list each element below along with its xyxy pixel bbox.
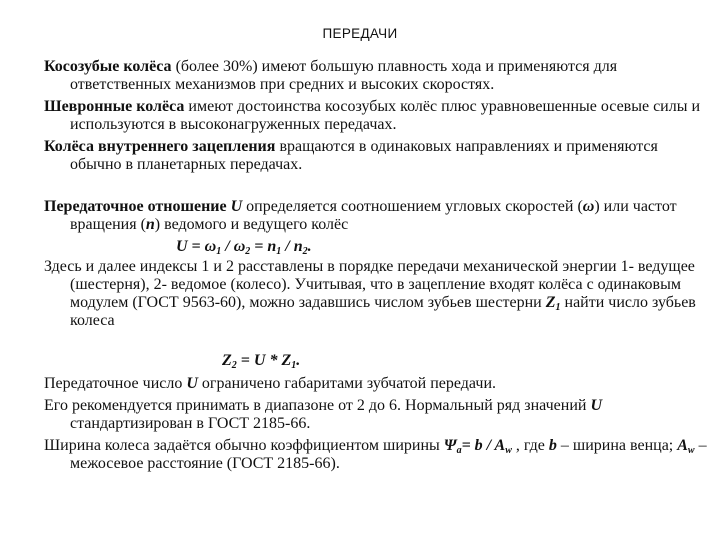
paragraph-gear-number <box>44 375 710 393</box>
formula-gear-ratio <box>176 238 312 256</box>
paragraph-width <box>44 437 710 473</box>
paragraph-text: найти число зубьев колеса <box>70 294 696 329</box>
formula-part: = b / A <box>461 437 506 454</box>
symbol-a: A <box>677 437 688 454</box>
formula-part: Z <box>222 352 232 369</box>
paragraph-text: Здесь и далее индексы 1 и 2 расставлены в порядке передачи механической энергии 1- ведущее (шестерня), 2- ведомое (колесо). Учитывая, что в зацепление входят колёса с одинаковым модулем (ГОСТ 9563-60), можно задавшись числом зубьев шестерни <box>44 258 695 311</box>
formula-part: = n <box>250 238 277 255</box>
formula-subscript: w <box>687 445 695 456</box>
paragraph-text: ) ведомого и ведущего колёс <box>154 216 349 233</box>
paragraph-text: определяется соотношением угловых скоростей ( <box>242 198 583 215</box>
formula-subscript: 1 <box>216 246 222 257</box>
symbol-n: n <box>145 216 155 233</box>
paragraph-text: , где <box>511 437 549 454</box>
paragraph-text: – межосевое расстояние (ГОСТ 2185-66). <box>70 437 707 472</box>
page-title: ПЕРЕДАЧИ <box>322 26 398 41</box>
formula-part: = U * Z <box>236 352 292 369</box>
paragraph-helical-gears <box>44 58 710 94</box>
formula-subscript: 1 <box>555 302 561 313</box>
formula-teeth <box>222 352 300 370</box>
formula-part: / n <box>281 238 303 255</box>
term-helical-gears: Косозубые колёса <box>44 58 172 75</box>
formula-subscript: 2 <box>245 246 251 257</box>
paragraph-range <box>44 397 710 433</box>
paragraph-internal-gears <box>44 138 710 174</box>
formula-subscript: 1 <box>276 246 282 257</box>
paragraph-text: – ширина венца; <box>556 437 678 454</box>
symbol-z: Z <box>545 294 556 311</box>
symbol-u: U <box>230 198 243 215</box>
paragraph-text: Его рекомендуется принимать в диапазоне от 2 до 6. Нормальный ряд значений <box>44 397 591 414</box>
formula-part: U = ω <box>176 238 217 255</box>
term-internal-gears: Колёса внутреннего зацепления <box>44 138 276 155</box>
paragraph-text: стандартизирован в ГОСТ 2185-66. <box>70 415 311 432</box>
formula-subscript: 2 <box>302 246 308 257</box>
formula-part: . <box>296 352 301 369</box>
formula-subscript: a <box>456 445 462 456</box>
paragraph-text: Ширина колеса задаётся обычно коэффициентом ширины <box>44 437 444 454</box>
paragraph-text: ограничено габаритами зубчатой передачи. <box>197 375 496 392</box>
paragraph-indices <box>44 258 710 330</box>
symbol-psi: Ψ <box>443 437 457 454</box>
formula-part: / ω <box>221 238 246 255</box>
symbol-u: U <box>590 397 602 414</box>
paragraph-text: имеют достоинства косозубых колёс плюс уравновешенные осевые силы и используются в высоконагруженных передачах. <box>70 98 701 133</box>
symbol-omega: ω <box>582 198 595 215</box>
paragraph-text: вращаются в одинаковых направлениях и применяются обычно в планетарных передачах. <box>70 138 658 173</box>
paragraph-text: Передаточное число <box>44 375 187 392</box>
formula-subscript: 1 <box>291 360 297 371</box>
term-herringbone-gears: Шевронные колёса <box>44 98 185 115</box>
formula-subscript: w <box>505 445 512 456</box>
paragraph-gear-ratio <box>44 198 710 234</box>
paragraph-text: ) или частот вращения ( <box>70 198 677 233</box>
symbol-b: b <box>548 437 557 454</box>
formula-part: . <box>307 238 312 255</box>
formula-subscript: 2 <box>231 360 237 371</box>
term-gear-ratio: Передаточное отношение <box>44 198 231 215</box>
paragraph-text: (более 30%) имеют большую плавность хода и применяются для ответственных механизмов при средних и высоких скоростях. <box>70 58 618 93</box>
symbol-u: U <box>186 375 198 392</box>
paragraph-herringbone-gears <box>44 98 710 134</box>
